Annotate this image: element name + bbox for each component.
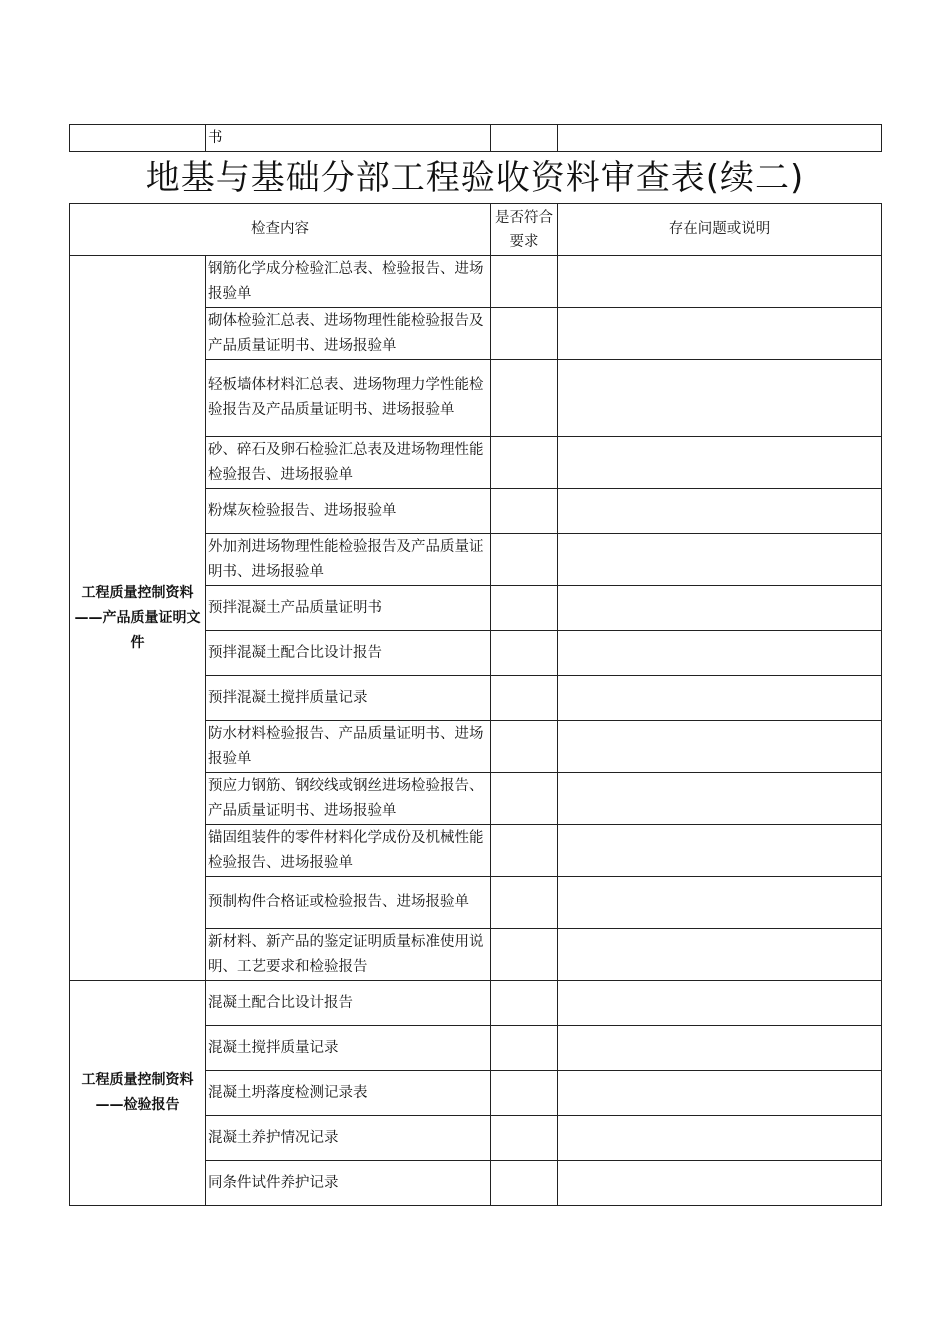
issues-cell[interactable] [558,773,882,825]
table-row [70,981,882,1026]
conform-cell[interactable] [491,981,558,1026]
table-row [70,125,882,152]
check-item-cell: 轻板墙体材料汇总表、进场物理力学性能检验报告及产品质量证明书、进场报验单 [206,360,491,437]
issues-cell[interactable] [558,981,882,1026]
check-item-cell: 预制构件合格证或检验报告、进场报验单 [206,877,491,929]
check-item-cell: 砂、碎石及卵石检验汇总表及进场物理性能检验报告、进场报验单 [206,437,491,489]
issues-cell[interactable] [558,489,882,534]
category-cell: 工程质量控制资料——产品质量证明文件 [70,256,206,981]
conform-cell[interactable] [491,437,558,489]
check-item-cell: 砌体检验汇总表、进场物理性能检验报告及产品质量证明书、进场报验单 [206,308,491,360]
issues-cell[interactable] [558,360,882,437]
conform-cell[interactable] [491,489,558,534]
check-item-cell: 预拌混凝土配合比设计报告 [206,631,491,676]
issues-cell[interactable] [558,1161,882,1206]
conform-cell[interactable] [491,721,558,773]
issues-cell[interactable] [558,877,882,929]
conform-cell[interactable] [491,586,558,631]
conform-cell[interactable] [491,308,558,360]
conform-cell[interactable] [491,1026,558,1071]
issues-cell[interactable] [558,256,882,308]
check-item-cell: 混凝土养护情况记录 [206,1116,491,1161]
check-item-cell: 外加剂进场物理性能检验报告及产品质量证明书、进场报验单 [206,534,491,586]
header-issues: 存在问题或说明 [558,204,882,256]
category-cell: 工程质量控制资料——检验报告 [70,981,206,1206]
item-cell: 书 [206,125,491,152]
check-item-cell: 新材料、新产品的鉴定证明质量标准使用说明、工艺要求和检验报告 [206,929,491,981]
issues-cell[interactable] [558,929,882,981]
conform-cell[interactable] [491,125,558,152]
check-item-cell: 粉煤灰检验报告、进场报验单 [206,489,491,534]
review-table [69,203,882,1206]
conform-cell[interactable] [491,676,558,721]
issues-cell[interactable] [558,721,882,773]
issues-cell[interactable] [558,1071,882,1116]
issues-cell[interactable] [558,676,882,721]
check-item-cell: 混凝土配合比设计报告 [206,981,491,1026]
conform-cell[interactable] [491,1116,558,1161]
check-item-cell: 预应力钢筋、钢绞线或钢丝进场检验报告、产品质量证明书、进场报验单 [206,773,491,825]
issues-cell[interactable] [558,825,882,877]
issues-cell[interactable] [558,534,882,586]
conform-cell[interactable] [491,256,558,308]
issues-cell[interactable] [558,1116,882,1161]
conform-cell[interactable] [491,1071,558,1116]
header-row [70,204,882,256]
issues-cell[interactable] [558,125,882,152]
table-row [70,256,882,308]
conform-cell[interactable] [491,631,558,676]
check-item-cell: 防水材料检验报告、产品质量证明书、进场报验单 [206,721,491,773]
header-conform: 是否符合要求 [491,204,558,256]
previous-page-table-tail [69,124,882,152]
issues-cell[interactable] [558,437,882,489]
issues-cell[interactable] [558,631,882,676]
issues-cell[interactable] [558,308,882,360]
check-item-cell: 预拌混凝土搅拌质量记录 [206,676,491,721]
conform-cell[interactable] [491,877,558,929]
check-item-cell: 锚固组装件的零件材料化学成份及机械性能检验报告、进场报验单 [206,825,491,877]
header-check-content: 检查内容 [70,204,491,256]
conform-cell[interactable] [491,773,558,825]
issues-cell[interactable] [558,1026,882,1071]
check-item-cell: 同条件试件养护记录 [206,1161,491,1206]
conform-cell[interactable] [491,825,558,877]
issues-cell[interactable] [558,586,882,631]
conform-cell[interactable] [491,534,558,586]
check-item-cell: 钢筋化学成分检验汇总表、检验报告、进场报验单 [206,256,491,308]
check-item-cell: 混凝土搅拌质量记录 [206,1026,491,1071]
check-item-cell: 混凝土坍落度检测记录表 [206,1071,491,1116]
page-title: 地基与基础分部工程验收资料审查表(续二) [145,158,805,198]
check-item-cell: 预拌混凝土产品质量证明书 [206,586,491,631]
conform-cell[interactable] [491,929,558,981]
conform-cell[interactable] [491,360,558,437]
conform-cell[interactable] [491,1161,558,1206]
category-cell [70,125,206,152]
